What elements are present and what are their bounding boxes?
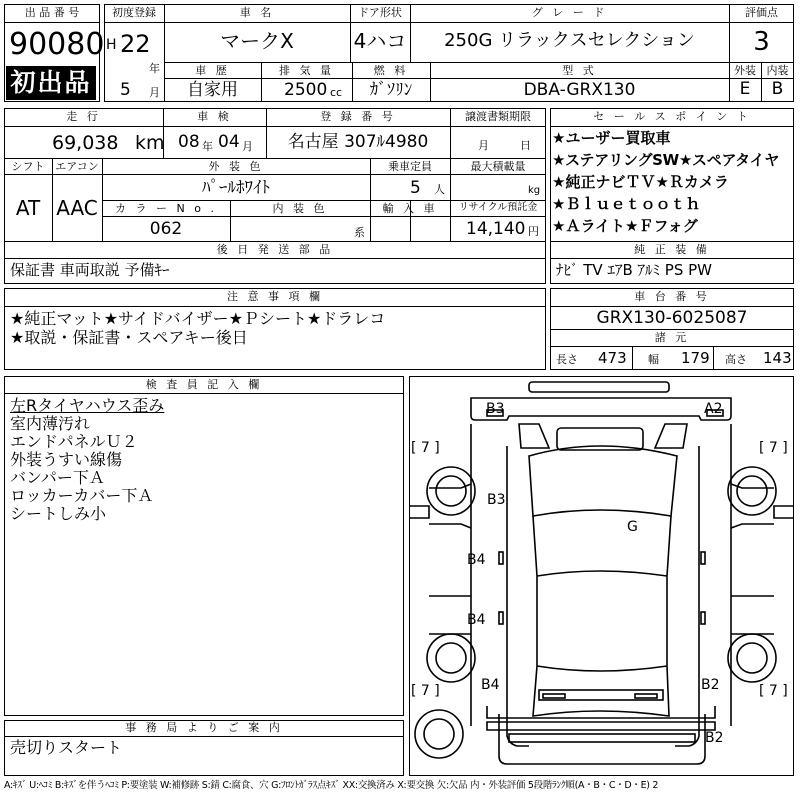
- shift-label: シフト: [11, 160, 45, 173]
- load-unit: kg: [528, 185, 541, 196]
- damage-mark-left-front: B3: [487, 492, 506, 508]
- sales-point: ★Ｂｌｕｅｔｏｏｔｈ: [552, 195, 701, 213]
- displacement: 2500: [284, 80, 328, 100]
- model-label: 型 式: [562, 64, 597, 77]
- score: 3: [753, 27, 770, 57]
- fuel: ｶﾞｿﾘﾝ: [369, 80, 413, 100]
- month-unit: 月: [149, 86, 160, 99]
- ext-label: 外装: [734, 64, 756, 77]
- sales-point: ★ステアリングSW★スペアタイヤ: [552, 151, 779, 169]
- chassis-label: 車 台 番 号: [634, 290, 710, 303]
- damage-mark-roof: G: [627, 519, 638, 535]
- color-no: 062: [149, 219, 183, 239]
- inspector-line: シートしみ小: [10, 504, 107, 523]
- transfer-label: 譲渡書類期限: [465, 110, 531, 123]
- height-label: 高さ: [725, 353, 747, 366]
- color-label: 外 装 色: [208, 160, 264, 173]
- car-diagram: [409, 376, 794, 776]
- ac-label: エアコン: [55, 160, 99, 173]
- first-listing-badge: 初出品: [6, 66, 96, 100]
- insp-month: 04: [218, 132, 240, 152]
- sales-label: セ ー ル ス ポ イ ン ト: [593, 110, 751, 123]
- length-label: 長さ: [556, 353, 578, 366]
- recycle: 14,140: [466, 219, 526, 239]
- fuel-label: 燃 料: [373, 64, 409, 77]
- mileage: 69,038: [52, 132, 119, 154]
- tire-mark-rear-left: [ 7 ]: [411, 683, 440, 699]
- reg-month: 5: [120, 80, 131, 100]
- year-unit: 年: [149, 62, 160, 75]
- width-label: 幅: [648, 353, 659, 366]
- grade: 250G リラックスセレクション: [444, 30, 695, 51]
- inspector-line: 左Rタイヤハウス歪み: [10, 396, 165, 415]
- ext-grade: E: [739, 79, 751, 99]
- inspector-line: 室内薄汚れ: [10, 414, 91, 433]
- tire-mark-front-right: [ 7 ]: [759, 440, 788, 456]
- insp-year-unit: 年: [202, 140, 213, 153]
- capacity: 5: [410, 178, 421, 198]
- insp-month-unit: 月: [242, 140, 253, 153]
- later-label: 後 日 発 送 部 品: [216, 243, 334, 256]
- mileage-label: 走 行: [66, 110, 101, 123]
- name-label: 車 名: [239, 6, 275, 19]
- import-label: 輸 入 車: [382, 202, 438, 215]
- office-text: 売切りスタート: [10, 738, 123, 757]
- chassis-number: GRX130-6025087: [596, 308, 748, 328]
- damage-mark-left-rear: B4: [481, 677, 500, 693]
- damage-mark-left-door-front: B4: [467, 552, 486, 568]
- inspector-line: バンパー下Ａ: [10, 468, 105, 487]
- damage-mark-left-door-rear: B4: [467, 612, 486, 628]
- damage-mark-right-rear: B2: [701, 677, 720, 693]
- model: DBA-GRX130: [523, 80, 636, 100]
- tire-mark-front-left: [ 7 ]: [411, 440, 440, 456]
- era: H: [106, 37, 117, 53]
- ac: AAC: [56, 196, 98, 220]
- int-label: 内装: [766, 64, 789, 77]
- inspector-line: エンドパネルＵ２: [10, 432, 138, 451]
- score-label: 評価点: [745, 6, 778, 19]
- insp-year: 08: [178, 132, 200, 152]
- width: 179: [681, 349, 710, 367]
- transfer-day: 日: [520, 139, 531, 152]
- sales-point: ★Ａライト★Ｆフォグ: [552, 217, 698, 235]
- transfer-month: 月: [478, 139, 489, 152]
- reg-no-label: 登 録 番 号: [320, 110, 396, 123]
- equip-label: 純 正 装 備: [634, 243, 710, 256]
- disp-label: 排 気 量: [279, 64, 334, 77]
- office-label: 事 務 局 よ り ご 案 内: [125, 721, 283, 734]
- sales-point: ★ユーザー買取車: [552, 129, 671, 147]
- tire-mark-rear-right: [ 7 ]: [759, 683, 788, 699]
- interior-unit: 系: [354, 226, 365, 239]
- interior-color-label: 内 装 色: [272, 202, 328, 215]
- reg-year: 22: [120, 30, 151, 58]
- legend: A:ｷｽﾞ U:ﾍｺﾐ B:ｷｽﾞを伴うﾍｺﾐ P:要塗装 W:補修跡 S:錆 C:腐食、穴 G:ﾌﾛﾝﾄｶﾞﾗｽ点ｷｽﾞ XX:交換済み X:要交換 欠:欠品 内・外装評価 5段階ﾗﾝｸ順(A・B・C・D・E) 2: [4, 780, 659, 791]
- damage-mark-front-left: B3: [486, 401, 505, 417]
- reg-no: 名古屋 307ﾙ4980: [287, 132, 429, 152]
- inspector-line: 外装うすい線傷: [10, 450, 123, 469]
- history-label: 車 歴: [195, 64, 230, 77]
- inspector-label: 検 査 員 記 入 欄: [145, 378, 263, 391]
- sales-point: ★純正ナビＴＶ★Ｒカメラ: [552, 173, 729, 191]
- mileage-unit: km: [135, 132, 165, 154]
- history: 自家用: [187, 80, 238, 100]
- later-items: 保証書 車両取説 予備ｷｰ: [10, 261, 170, 279]
- damage-mark-front-right: A2: [704, 401, 723, 417]
- color: ﾊﾟｰﾙﾎﾜｲﾄ: [202, 178, 270, 198]
- color-no-label: カ ラ ー N o .: [115, 202, 217, 215]
- reg-label: 初度登録: [112, 6, 156, 19]
- load-label: 最大積載量: [470, 160, 526, 173]
- grade-label: グ レ ー ド: [531, 6, 608, 19]
- caution-label: 注 意 事 項 欄: [227, 290, 323, 303]
- int-grade: B: [771, 79, 784, 99]
- length: 473: [598, 349, 627, 367]
- inspector-line: ロッカーカバー下Ａ: [10, 486, 154, 505]
- capacity-label: 乗車定員: [388, 160, 432, 173]
- lot-number: 90080: [9, 27, 105, 62]
- lot-label: 出 品 番 号: [24, 6, 80, 19]
- recycle-label: リサイクル預託金: [458, 202, 538, 213]
- dims-label: 諸 元: [654, 331, 690, 344]
- height: 143: [763, 349, 792, 367]
- damage-mark-rear-bumper: B2: [705, 730, 724, 746]
- disp-unit: cc: [330, 86, 343, 99]
- car-name: マークX: [220, 29, 294, 53]
- shift: AT: [15, 196, 41, 220]
- door: 4ハコ: [353, 29, 407, 53]
- equipment: ﾅﾋﾞ TV ｴｱB ｱﾙﾐ PS PW: [556, 261, 712, 279]
- caution-line: ★純正マット★サイドバイザー★Ｐシート★ドラレコ: [10, 309, 386, 328]
- capacity-unit: 人: [434, 183, 445, 196]
- door-label: ドア形状: [358, 6, 402, 19]
- recycle-unit: 円: [528, 225, 539, 238]
- caution-line: ★取説・保証書・スペアキー後日: [10, 328, 248, 347]
- inspection-label: 車 検: [197, 110, 232, 123]
